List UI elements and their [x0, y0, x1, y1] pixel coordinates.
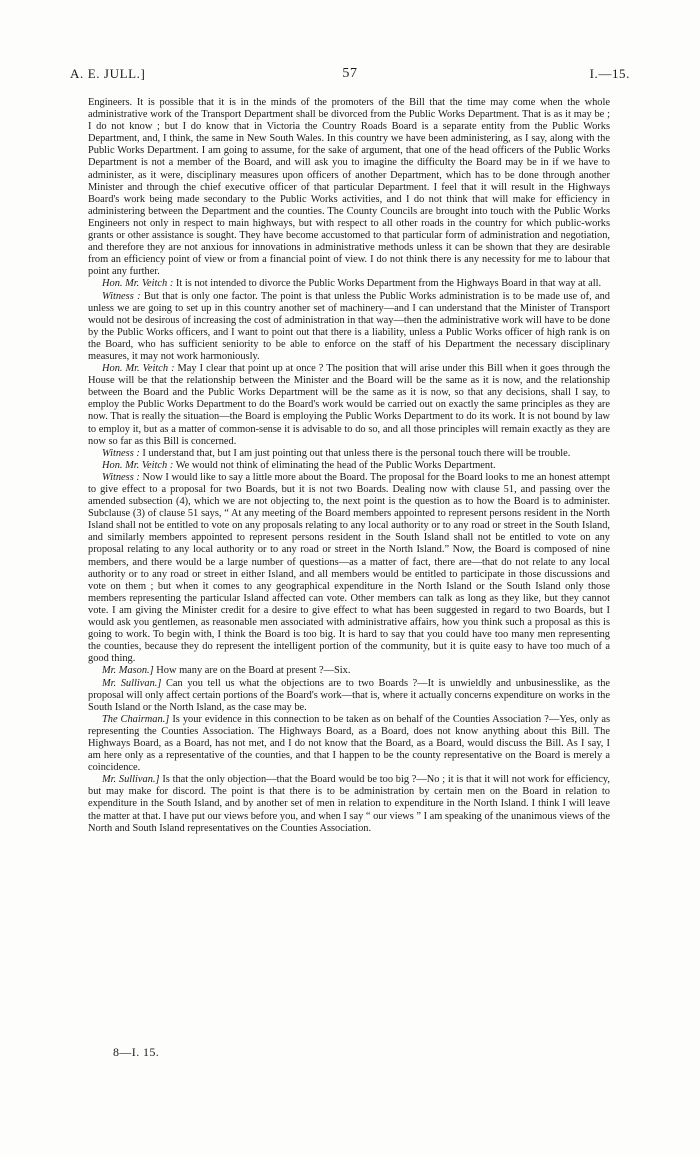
- speaker-label: Hon. Mr. Veitch :: [102, 363, 175, 375]
- speaker-label: Hon. Mr. Veitch :: [102, 278, 174, 290]
- speaker-label: Hon. Mr. Veitch :: [102, 459, 174, 471]
- page-header: [70, 66, 630, 86]
- speaker-label: Witness :: [102, 471, 140, 483]
- paragraph: Mr. Mason.] How many are on the Board at present ?—Six.: [102, 665, 351, 677]
- page-footer: 8—I. 15.: [113, 1045, 160, 1059]
- header-speaker: A. E. JULL.]: [70, 66, 146, 81]
- paragraph: Hon. Mr. Veitch : May I clear that point up at once ? The position that will arise under this Bill when it goes through the House will be that the relationship between the Minister and the Board will be the same as it is now, and the relationship between the Board and the Public Works Department will be the same as it is now, so that any decisions, shall I say, to employ the Public Works Department to do the Board's work would be carried out on exactly the same principles as they are now. That is really the situation—the Board is employing the Public Works Department to do its work. It is not bound by law to employ it, but as a matter of common-sense it is advisable to do so, and all those principles will remain exactly as they are now so far as this Bill is concerned.: [88, 363, 610, 447]
- paragraph: Mr. Sullivan.] Can you tell us what the objections are to two Boards ?—It is unwieldly and unbusinesslike, as the proposal will only affect certain portions of the Board's work—that is, where it actually concerns expenditure on works in the South Island or the North Island, as the case may be.: [88, 677, 610, 713]
- paragraph: Witness : Now I would like to say a little more about the Board. The proposal for the Board looks to me an honest attempt to give effect to a proposal for two Boards, but it is not two Boards. Dealing now with clause 51, and passing over the amended subsection (4), which we are not objecting to, the next point is the question as to how the Board is to administer. Subclause (3) of clause 51 says, “ At any meeting of the Board members appointed to represent persons resident in the North Island shall not be entitled to vote on any proposals relating to any local authority or to any road or street in the South Island, and similarly members appointed to represent persons resident in the South Island shall not be entitled to vote on any proposal relating to any local authority or to any road or street in the North Island.” Now, the Board is composed of nine members, and there would be a large number of questions—as a matter of fact, there are—that do not relate to any local authority or to any road or street in either Island, and all members would be entitled to participate in those discussions and vote on them ; but when it comes to any geographical expenditure in the North Island or the South Island only those members representing the particular Island affected can vote. Other members can talk as long as they like, but they cannot vote. I am giving the Minister credit for a desire to give effect to what has been suggested in regard to two Boards, but I would ask you gentlemen, as reasonable men associated with administrative affairs, how you think such a proposal as this is going to work. To begin with, I think the Board is too big. It is hard to say that you could have too many men representing the counties, because they do represent the intelligent portion of the community, but it is quite easy to have too much of a good thing.: [88, 471, 610, 665]
- speaker-label: Mr. Mason.]: [102, 665, 154, 677]
- paragraph: Witness : I understand that, but I am just pointing out that unless there is the personal touch there will be trouble.: [102, 447, 571, 459]
- paragraph: The Chairman.] Is your evidence in this connection to be taken as on behalf of the Counties Association ?—Yes, only as representing the Counties Association. The Highways Board, as a Board, does not know anything about this Bill. The Highways Board, as a Board, has not met, and I do not know that the Board, as a Board, would discuss the Bill. As I say, I am here only as a representative of the counties, and that I happen to be the county representative on the Board is merely a coincidence.: [88, 713, 611, 774]
- paragraph: Hon. Mr. Veitch : We would not think of eliminating the head of the Public Works Department.: [102, 459, 496, 471]
- document-reference: I.—15.: [589, 66, 630, 81]
- page-number: 57: [342, 66, 358, 81]
- speaker-label: Mr. Sullivan.]: [102, 677, 162, 689]
- paragraph: Witness : But that is only one factor. The point is that unless the Public Works administration is to be made use of, and unless we are going to set up in this country another set of machinery—and I can understand that the Minister of Transport would not be desirous of increasing the cost of administration in that way—then the administrative work will have to be done by the Public Works officers, and I want to point out that there is a liability, unless a Public Works officer of high rank is on the Board, who has sufficient seniority to be able to enforce on the staff of his Department the necessary disciplinary measures, it may not work harmoniously.: [88, 290, 610, 362]
- paragraph: Mr. Sullivan.] Is that the only objection—that the Board would be too big ?—No ; it is that it will not work for efficiency, but may make for discord. The point is that there is to be administration by certain men on the Board in relation to expenditure in the South Island, and by another set of men in relation to expenditure in the North Island. I think I will leave the matter at that. I have put our views before you, and when I say “ our views ” I am speaking of the unanimous views of the North and South Island representatives on the Counties Association.: [88, 774, 610, 834]
- speaker-label: The Chairman.]: [102, 713, 170, 725]
- speaker-label: Witness :: [102, 447, 140, 459]
- page-body: [88, 97, 610, 835]
- speaker-label: Mr. Sullivan.]: [102, 774, 160, 786]
- paragraph: Engineers. It is possible that it is in the minds of the promoters of the Bill that the time may come when the whole administrative work of the Transport Department shall be divorced from the Public Works Department. That is as it may be ; I do not know ; but I do know that in Victoria the Country Roads Board is a separate entity from the Public Works Department, and, I think, the same in New South Wales. In this country we have been administering, as I say, along with the Public Works Department. I am going to assume, for the sake of argument, that one of the head officers of the Public Works Department is not a member of the Board, and will ask you to imagine the difficulty the Board may be in if we have to administer, as it were, disciplinary measures upon officers of another Department, which has to be done through another Minister and through the chief executive officer of that particular Department. I feel that it will result in the Highways Board's work being made secondary to the Public Works activities, and I do not think that will make for efficiency in administering between the Department and the counties. The County Councils are brought into touch with the Public Works Engineers not only in respect to main highways, but with respect to all other roads in the country for which public-works grants or other assistance is sought. They have become accustomed to that particular form of administration and negotiation, and therefore they are not anxious for innovations in administrative methods unless it can be shown that they are desirable from an efficiency point of view or from a financial point of view. I do not think there is any necessity for me to labour that point any further.: [88, 97, 610, 278]
- speaker-label: Witness :: [102, 290, 141, 302]
- paragraph: Hon. Mr. Veitch : It is not intended to divorce the Public Works Department from the Highways Board in that way at all.: [102, 278, 602, 290]
